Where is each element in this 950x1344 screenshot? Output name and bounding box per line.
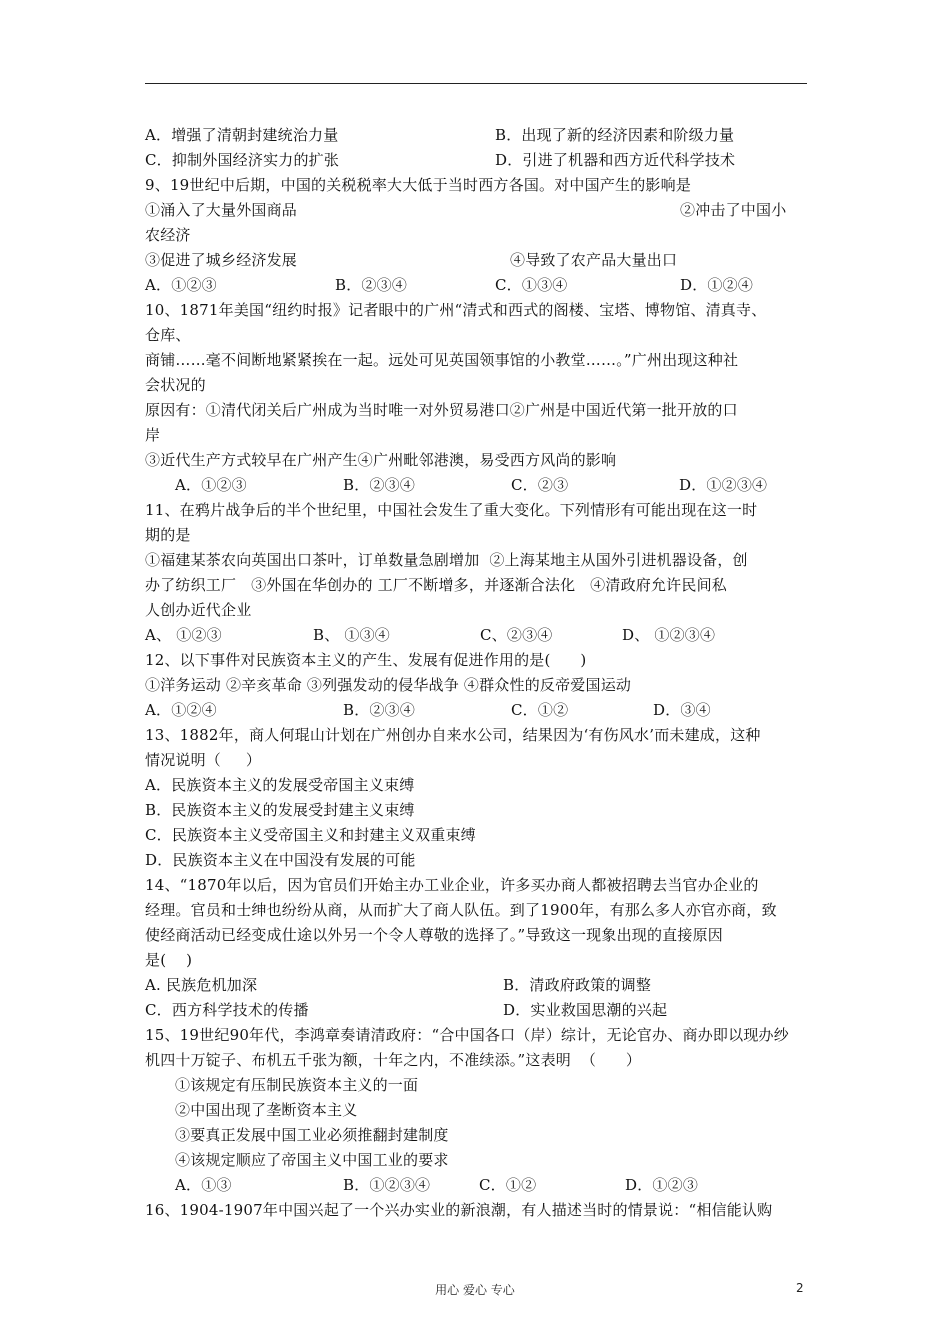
question-text: 期的是 [145,526,191,544]
option-line: ④该规定顺应了帝国主义中国工业的要求 [175,1151,449,1169]
answer-option: D．③④ [653,701,711,719]
answer-option: D．①②③ [625,1176,699,1194]
answer-option: B．②③④ [335,276,408,294]
option-line: D．实业救国思潮的兴起 [503,1001,668,1019]
answer-option: A．①②③ [175,476,247,494]
answer-option: A．①②④ [145,701,217,719]
option-line: B．民族资本主义的发展受封建主义束缚 [145,801,415,819]
question-text: 13、1882年，商人何琨山计划在广州创办自来水公司，结果因为‘有伤风水’而未建成，这种 [145,726,761,744]
question-text: ①洋务运动 ②辛亥革命 ③列强发动的侵华战争 ④群众性的反帝爱国运动 [145,676,632,694]
answer-option: D．①②④ [680,276,754,294]
answer-option: B、 ①③④ [313,626,390,644]
question-text: 岸 [145,426,161,444]
option-line: C．抑制外国经济实力的扩张 [145,151,340,169]
question-text: ①福建某茶农向英国出口茶叶，订单数量急剧增加 ②上海某地主从国外引进机器设备，创 [145,551,748,569]
answer-option: A、 ①②③ [145,626,222,644]
option-line: A．增强了清朝封建统治力量 [145,126,339,144]
question-text: 15、19世纪90年代，李鸿章奏请清政府：“合中国各口（岸）综计，无论官办、商办即以现办纱 [145,1026,789,1044]
question-text: 经理。官员和士绅也纷纷从商，从而扩大了商人队伍。到了1900年，有那么多人亦官亦商，致 [145,901,777,919]
question-text: 12、以下事件对民族资本主义的产生、发展有促进作用的是( ) [145,651,587,669]
option-line: C．民族资本主义受帝国主义和封建主义双重束缚 [145,826,476,844]
option-line: A. 民族危机加深 [145,976,258,994]
answer-option: A．①③ [175,1176,232,1194]
answer-option: C．①② [479,1176,537,1194]
answer-option: D、 ①②③④ [622,626,716,644]
answer-option: C．②③ [511,476,569,494]
question-text: 会状况的 [145,376,206,394]
answer-option: C．①③④ [495,276,568,294]
option-line: B．清政府政策的调整 [503,976,652,994]
option-line: ③要真正发展中国工业必须推翻封建制度 [175,1126,449,1144]
option-line: C．西方科学技术的传播 [145,1001,309,1019]
question-text: 机四十万锭子、布机五千张为额，十年之内，不准续添。”这表明 （ ） [145,1051,642,1069]
question-text: 商铺……毫不间断地紧紧挨在一起。远处可见英国领事馆的小教堂……。”广州出现这种社 [145,351,739,369]
question-text: 9、19世纪中后期，中国的关税税率大大低于当时西方各国。对中国产生的影响是 [145,176,692,194]
question-text: 14、“1870年以后，因为官员们开始主办工业企业，许多买办商人都被招聘去当官办企业的 [145,876,759,894]
answer-option: D．①②③④ [679,476,768,494]
question-text: 情况说明（ ） [145,751,262,769]
question-text: 农经济 [145,226,191,244]
question-text: 原因有：①清代闭关后广州成为当时唯一对外贸易港口②广州是中国近代第一批开放的口 [145,401,738,419]
option-line: ②冲击了中国小 [680,201,787,219]
question-text: 11、在鸦片战争后的半个世纪里，中国社会发生了重大变化。下列情形有可能出现在这一时 [145,501,758,519]
option-line: ③促进了城乡经济发展 [145,251,298,269]
option-line: B．出现了新的经济因素和阶级力量 [495,126,735,144]
option-line: ④导致了农产品大量出口 [510,251,678,269]
option-line: ①涌入了大量外国商品 [145,201,298,219]
option-line: A．民族资本主义的发展受帝国主义束缚 [145,776,415,794]
question-text: 10、1871年美国“纽约时报》记者眼中的广州“清式和西式的阁楼、宝塔、博物馆、清真寺、 [145,301,767,319]
answer-option: C、②③④ [480,626,553,644]
answer-option: A．①②③ [145,276,217,294]
option-line: ②中国出现了垄断资本主义 [175,1101,358,1119]
page-footer: 用心 爱心 专心 [435,1283,515,1297]
question-text: 是( ) [145,951,193,969]
answer-option: B．①②③④ [343,1176,431,1194]
answer-option: B．②③④ [343,701,416,719]
option-line: D．民族资本主义在中国没有发展的可能 [145,851,416,869]
header-rule [145,83,807,84]
answer-option: C．①② [511,701,569,719]
question-text: 使经商活动已经变成仕途以外另一个令人尊敬的选择了。”导致这一现象出现的直接原因 [145,926,723,944]
option-line: ①该规定有压制民族资本主义的一面 [175,1076,419,1094]
answer-option: B．②③④ [343,476,416,494]
page-number: 2 [796,1281,804,1295]
question-text: 仓库、 [145,326,191,344]
option-line: D．引进了机器和西方近代科学技术 [495,151,736,169]
question-text: 办了纺织工厂 ③外国在华创办的 工厂不断增多，并逐渐合法化 ④清政府允许民间私 [145,576,727,594]
question-text: ③近代生产方式较早在广州产生④广州毗邻港澳，易受西方风尚的影响 [145,451,617,469]
question-text: 16、1904-1907年中国兴起了一个兴办实业的新浪潮，有人描述当时的情景说：“相信能认购 [145,1201,773,1219]
question-text: 人创办近代企业 [145,601,252,619]
